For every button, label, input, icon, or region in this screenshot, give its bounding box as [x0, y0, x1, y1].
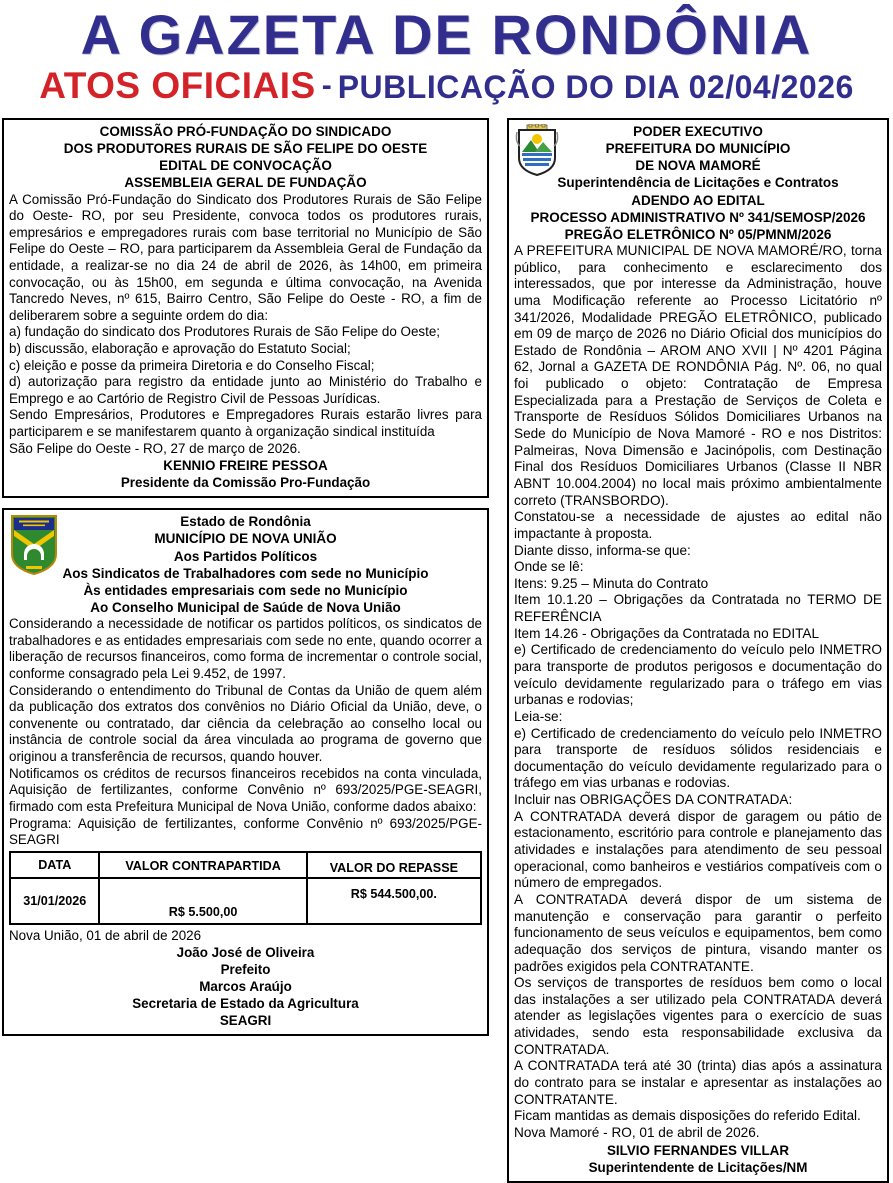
masthead-subtitle	[0, 65, 893, 107]
notice-paragraph: b) discussão, elaboração e aprovação do Estatuto Social;	[9, 341, 351, 357]
notice-paragraph: A PREFEITURA MUNICIPAL DE NOVA MAMORÉ/RO, torna público, para conhecimento e esclarecimento dos interessados, que por interesse da Administração, houve uma Modificação referente ao Processo Licitatório nº 341/2026, Modalidade PREGÃO ELETRÔNICO, publicado em 09 de março de 2026 no Diário Oficial dos municípios do Estado de Rondônia – AROM ANO XVII | Nº 4201 Página 62, Jornal a GAZETA DE RONDÔNIA Pág. Nº. 06, no qual foi publicado o objeto: Contratação de Empresa Especializada para a Prestação de Serviços de Coleta e Transporte de Resíduos Sólidos Domiciliares Urbanos na Sede do Município de Nova Mamoré - RO e nos Distritos: Palmeiras, Nova Dimensão e Jacinópolis, com Destinação Final dos Resíduos Domiciliares Urbanos (Classe II NBR ABNT 10.004.2004) no local mais próximo ambientalmente correto (TRANSBORDO).	[514, 242, 882, 508]
signature-line: SEAGRI	[219, 1013, 272, 1029]
notice-paragraph: Leia-se:	[514, 708, 563, 724]
table-header-row	[10, 852, 481, 878]
notice-nova-uniao	[2, 508, 489, 1036]
notice-header-line: Ao Conselho Municipal de Saúde de Nova União	[90, 600, 401, 616]
notice-paragraph: Item 14.26 - Obrigações da Contratada no EDITAL	[514, 625, 820, 641]
signature-line: KENNIO FREIRE PESSOA	[163, 458, 328, 474]
notice-paragraph: A CONTRATADA deverá dispor de um sistema de manutenção e conservação para garantir o perfeito funcionamento de seus veículos e equipamentos, bem como adequação dos serviços de pintura, visando manter os padrões exigidos pela CONTRATANTE.	[514, 891, 882, 974]
notice-paragraph: A Comissão Pró-Fundação do Sindicato dos Produtores Rurais de São Felipe do Oeste- RO, por seu Presidente, convoca todos os produtores rurais, empresários e empregadores rurais com base territorial no Município de São Felipe do Oeste – RO, para participarem da Assembleia Geral de Fundação da entidade, a realizar-se no dia 24 de abril de 2026, às 14h00, em primeira convocação, ou às 15h00, em segunda e última convocação, na Avenida Tancredo Neves, nº 615, Bairro Centro, São Felipe do Oeste - RO, a fim de deliberarem sobre a seguinte ordem do dia:	[9, 191, 482, 323]
notice-paragraph: Incluir nas OBRIGAÇÕES DA CONTRATADA:	[514, 792, 793, 808]
publication-date-label: PUBLICAÇÃO DO DIA 02/04/2026	[337, 69, 854, 106]
notice-paragraph: Onde se lê:	[514, 559, 584, 575]
notice-paragraph: Sendo Empresários, Produtores e Empregadores Rurais estarão livres para participarem e se manifestarem quanto à organização sindical instituída	[9, 407, 482, 440]
notice-header-line: PREFEITURA DO MUNICÍPIO	[605, 141, 791, 157]
notice-sindicato-sao-felipe	[2, 118, 489, 498]
notice-header-line: PREGÃO ELETRÔNICO Nº 05/PMNM/2026	[564, 226, 832, 242]
notice-header-line: Aos Sindicatos de Trabalhadores com sede no Município	[62, 565, 429, 581]
notice-paragraph: c) eleição e posse da primeira Diretoria e do Conselho Fiscal;	[9, 357, 375, 373]
right-column	[507, 118, 889, 1183]
notice-paragraph: Considerando a necessidade de notificar os partidos políticos, os sindicatos de trabalhadores e as entidades empresariais com sede no ente, quando ocorrer a liberação de recursos financeiros, como forma de incrementar o controle social, conforme consagrado pela Lei 9.452, de 1997.	[9, 616, 482, 682]
signature-line: Prefeito	[220, 962, 271, 978]
subtitle-separator: -	[321, 69, 332, 103]
section-label: ATOS OFICIAIS	[39, 65, 316, 107]
notice-header-line: DE NOVA MAMORÉ	[635, 158, 761, 174]
notice-nova-mamore	[507, 118, 889, 1183]
notice-paragraph: d) autorização para registro da entidade junto ao Ministério do Trabalho e Emprego e ao Cartório de Registro Civil de Pessoas Jurídicas.	[9, 374, 482, 406]
notice-header-line: COMISSÃO PRÓ-FUNDAÇÃO DO SINDICADO	[99, 124, 392, 139]
signature-line: Presidente da Comissão Pro-Fundação	[120, 475, 371, 491]
content-columns	[0, 118, 893, 1183]
signature-line: Superintendente de Licitações/NM	[588, 1159, 808, 1175]
notice-header-line: Estado de Rondônia	[180, 514, 311, 530]
notice-date-line: Nova União, 01 de abril de 2026	[9, 927, 202, 943]
notice-paragraph: Os serviços de transportes de resíduos bem como o local das instalações a ser utilizado pela CONTRATADA deverá atender as legislações vigentes para o exercício de suas atividades, sendo esta responsabilidade exclusiva da CONTRATADA.	[514, 975, 882, 1057]
table-header-data: DATA	[10, 852, 99, 878]
notice-paragraph: e) Certificado de credenciamento do veículo pelo INMETRO para transporte de produtos perigosos e documentação do veículo devidamente regularizado para o tráfego em vias urbanas e rodovias;	[514, 642, 882, 708]
notice-paragraph: Ficam mantidas as demais disposições do referido Edital.	[514, 1108, 861, 1124]
notice-header-line: PODER EXECUTIVO	[633, 124, 763, 139]
signature-line: Secretaria de Estado da Agricultura	[132, 996, 359, 1012]
notice-paragraph: Constatou-se a necessidade de ajustes ao edital não impactante à proposta.	[514, 509, 882, 541]
signature-line: Marcos Araújo	[199, 979, 292, 995]
notice-paragraph: Nova Mamoré - RO, 01 de abril de 2026.	[514, 1124, 760, 1140]
nova-mamore-coat-of-arms-icon	[515, 124, 559, 178]
notice-paragraph: a) fundação do sindicato dos Produtores Rurais de São Felipe do Oeste;	[9, 324, 440, 340]
notice-header-line: PROCESSO ADMINISTRATIVO Nº 341/SEMOSP/2026	[530, 209, 866, 225]
notice-header-line: MUNICÍPIO DE NOVA UNIÃO	[154, 531, 337, 547]
cell-data: 31/01/2026	[10, 878, 99, 924]
notice-header-line: Aos Partidos Políticos	[173, 548, 318, 564]
notice-header-line: Às entidades empresariais com sede no Município	[83, 582, 408, 598]
notice-header-line: DOS PRODUTORES RURAIS DE SÃO FELIPE DO OESTE	[63, 141, 428, 157]
notice-paragraph: São Felipe do Oeste - RO, 27 de março de 2026.	[9, 440, 301, 456]
notice-paragraph: Itens: 9.25 – Minuta do Contrato	[514, 575, 709, 591]
notice-paragraph: A CONTRATADA deverá dispor de garagem ou pátio de estacionamento, escritório para controle e planejamento das atividades e instalações para atendimento de seu pessoal operacional, como banheiros e vestiários compatíveis com o número de empregados.	[514, 808, 882, 891]
notice-paragraph: Programa: Aquisição de fertilizantes, conforme Convênio nº 693/2025/PGE-SEAGRI	[9, 815, 482, 848]
notice-paragraph: A CONTRATADA terá até 30 (trinta) dias após a assinatura do contrato para se instalar e apresentar as instalações ao CONTRATANTE.	[514, 1058, 882, 1107]
notice-paragraph: Considerando o entendimento do Tribunal de Contas da União de quem além da publicação dos extratos dos convênios no Diário Oficial da União, deve, o convenente ou contratado, dar ciência da celebração ao conselho local ou instância de controle social da área vinculada ao programa de governo que originou a transferência de recursos, quando houver.	[9, 682, 482, 765]
notice-header-line: ASSEMBLEIA GERAL DE FUNDAÇÃO	[124, 175, 367, 191]
nova-uniao-coat-of-arms-icon	[9, 514, 59, 576]
cell-valor-repasse: R$ 544.500,00.	[307, 878, 481, 924]
notice-header-line: Superintendência de Licitações e Contratos	[557, 175, 839, 191]
signature-line: João José de Oliveira	[176, 945, 315, 961]
repasse-table	[9, 851, 482, 925]
notice-header-line: ADENDO AO EDITAL	[631, 192, 765, 208]
notice-paragraph: e) Certificado de credenciamento do veículo pelo INMETRO para transporte de resíduos sólidos residenciais e documentação do veículo devidamente regularizado para o tráfego em vias urbanas e rodovias.	[514, 725, 882, 791]
table-header-valor-repasse: VALOR DO REPASSE	[307, 852, 481, 878]
signature-line: SILVIO FERNANDES VILLAR	[606, 1142, 790, 1158]
table-header-valor-contrapartida: VALOR CONTRAPARTIDA	[99, 852, 306, 878]
notice-header-line: EDITAL DE CONVOCAÇÃO	[159, 158, 332, 174]
masthead	[0, 0, 893, 118]
newspaper-title: A GAZETA DE RONDÔNIA	[80, 3, 813, 66]
notice-paragraph: Item 10.1.20 – Obrigações da Contratada no TERMO DE REFERÊNCIA	[514, 592, 882, 625]
table-row	[10, 878, 481, 924]
left-column	[2, 118, 489, 1036]
cell-valor-contrapartida: R$ 5.500,00	[99, 878, 306, 924]
notice-paragraph: Diante disso, informa-se que:	[514, 542, 691, 558]
notice-paragraph: Notificamos os créditos de recursos financeiros recebidos na conta vinculada, Aquisição de fertilizantes, conforme Convênio nº 693/2025/PGE-SEAGRI, firmado com esta Prefeitura Municipal de Nova União, conforme dados abaixo:	[9, 765, 482, 814]
